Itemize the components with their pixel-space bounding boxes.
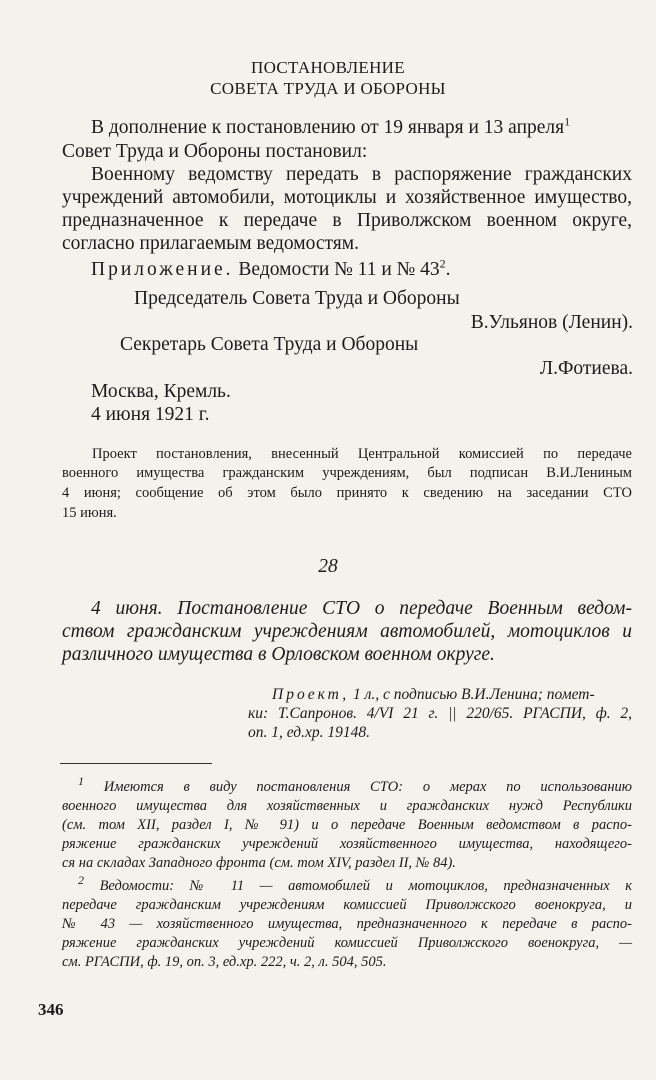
footnote-2-line: ряжение гражданских учреждений комиссией Приволжского военокруга, — <box>62 935 632 951</box>
appendix-label: Приложение. <box>91 259 234 280</box>
note-line: 4 июня; сообщение об этом было принято к сведению на заседании СТО <box>62 485 632 501</box>
date: 4 июня 1921 г. <box>91 404 210 425</box>
place: Москва, Кремль. <box>91 381 231 402</box>
source-line: Проект, 1 л., с подписью В.И.Ленина; помет- <box>272 686 595 703</box>
title-line-2: СОВЕТА ТРУДА И ОБОРОНЫ <box>210 79 446 98</box>
footnote-2-line: $^2$ Ведомости: № 11 — автомобилей и мотоциклов, предназначенных к <box>78 873 633 894</box>
appendix-line: Приложение. Ведомости № 11 и № $43^2$. <box>91 256 451 280</box>
note-line: 15 июня. <box>62 505 117 521</box>
intro-line-2: Совет Труда и Обороны постановил: <box>62 141 368 162</box>
document-number: 28 <box>318 556 338 577</box>
footnote-1-line: (см. том XII, раздел I, № 91) и о передаче Военным ведомством в распо- <box>62 817 632 833</box>
note-line: военного имущества гражданским учреждениям, был подписан В.И.Лениным <box>62 465 632 481</box>
footnote-1-mark: 1 <box>78 774 84 789</box>
footnote-divider <box>60 763 212 764</box>
paragraph-line: согласно прилагаемым ведомостям. <box>62 233 359 254</box>
doc-heading-line: ством гражданским учреждениям автомобилей, мотоциклов и <box>62 621 632 642</box>
doc-heading-line: 4 июня. Постановление СТО о передаче Военным ведом- <box>91 598 632 619</box>
source-label: Проект, <box>272 686 350 703</box>
footnote-2-mark: 2 <box>78 873 84 888</box>
footnote-2-line: см. РГАСПИ, ф. 19, оп. 3, ед.хр. 222, ч. 2, л. 504, 505. <box>62 954 387 970</box>
doc-heading-line: различного имущества в Орловском военном округе. <box>62 644 495 665</box>
footnote-1-line: военного имущества для хозяйственных и гражданских нужд Республики <box>62 798 632 814</box>
footnote-1-line: ряжение гражданских учреждений хозяйственного имущества, находящего- <box>62 836 632 852</box>
footnote-2-line: № 43 — хозяйственного имущества, предназначенного к передаче в распо- <box>62 916 632 932</box>
footnote-1-line: $^1$ Имеются в виду постановления СТО: о мерах по использованию <box>78 774 633 795</box>
secretary-title: Секретарь Совета Труда и Обороны <box>120 334 419 355</box>
footnote-ref-2: 2 <box>439 256 446 271</box>
title-line-1: ПОСТАНОВЛЕНИЕ <box>251 58 405 77</box>
paragraph-line: учреждений автомобили, мотоциклы и хозяйственное имущество, <box>62 187 632 208</box>
chair-name: В.Ульянов (Ленин). <box>470 312 633 333</box>
source-line: ки: Т.Сапронов. 4/VI 21 г. || 220/65. РГАСПИ, ф. 2, <box>248 705 632 722</box>
footnote-2-line: передаче гражданским учреждениям комиссией Приволжского военокруга, и <box>62 897 632 913</box>
footnote-ref-1: 1 <box>564 114 571 129</box>
secretary-name: Л.Фотиева. <box>539 358 633 379</box>
paragraph-line: Военному ведомству передать в распоряжение гражданских <box>91 164 632 185</box>
paragraph-line: предназначенное к передаче в Приволжском военном округе, <box>62 210 632 231</box>
page-number: 346 <box>38 1000 64 1019</box>
footnote-1-line: ся на складах Западного фронта (см. том XIV, раздел II, № 84). <box>62 855 456 871</box>
note-line: Проект постановления, внесенный Центральной комиссией по передаче <box>92 446 632 462</box>
source-line: оп. 1, ед.хр. 19148. <box>248 724 370 741</box>
chair-title: Председатель Совета Труда и Обороны <box>134 288 460 309</box>
intro-line-1: В дополнение к постановлению от 19 января и 13 апреля$^1$ <box>91 114 571 138</box>
